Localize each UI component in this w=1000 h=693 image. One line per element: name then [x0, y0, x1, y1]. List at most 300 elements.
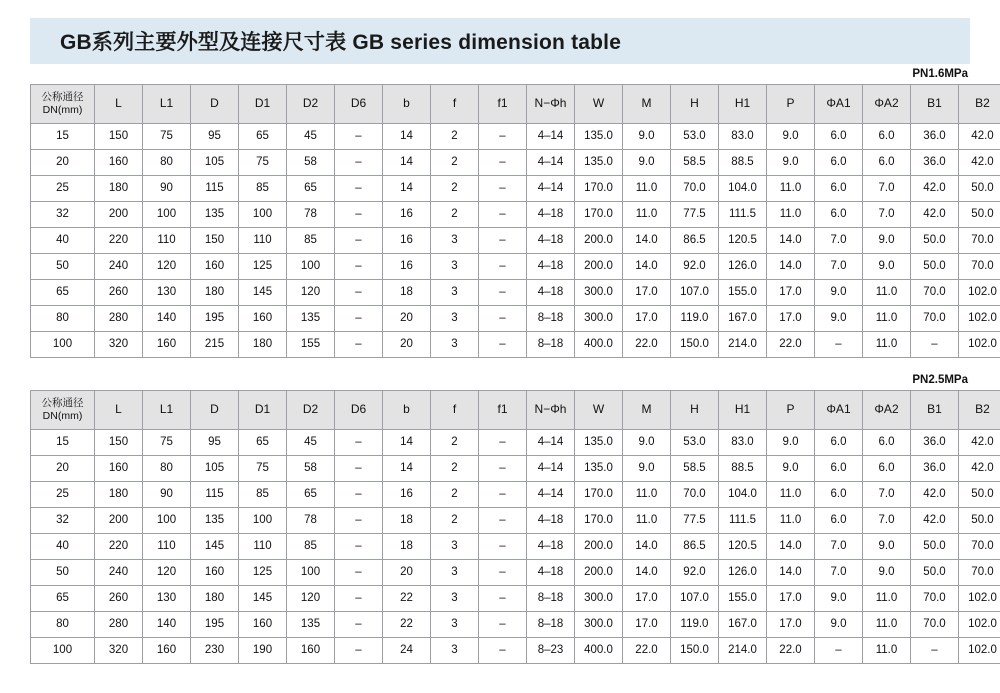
cell-dn: 50: [31, 560, 95, 586]
table-cell: 70.0: [671, 482, 719, 508]
table-cell: 2: [431, 482, 479, 508]
column-header: b: [383, 85, 431, 124]
table-cell: 130: [143, 586, 191, 612]
table-cell: 42.0: [911, 482, 959, 508]
table-cell: 58: [287, 456, 335, 482]
table-cell: 170.0: [575, 482, 623, 508]
table-cell: 11.0: [623, 508, 671, 534]
table-cell: 9.0: [863, 560, 911, 586]
table-cell: 102.0: [959, 280, 1000, 306]
table-cell: –: [479, 176, 527, 202]
table-cell: 17.0: [623, 586, 671, 612]
table-cell: 17.0: [623, 280, 671, 306]
table-cell: 180: [191, 586, 239, 612]
cell-dn: 20: [31, 456, 95, 482]
table-cell: 220: [95, 228, 143, 254]
table-cell: 75: [239, 150, 287, 176]
column-header: b: [383, 391, 431, 430]
table-cell: 14: [383, 124, 431, 150]
table-cell: 125: [239, 254, 287, 280]
table-cell: 6.0: [815, 456, 863, 482]
table-cell: 17.0: [623, 306, 671, 332]
table-cell: –: [479, 456, 527, 482]
table-cell: 160: [239, 306, 287, 332]
column-header: P: [767, 85, 815, 124]
table-cell: 120: [143, 560, 191, 586]
table-cell: 104.0: [719, 176, 767, 202]
table-cell: 160: [95, 150, 143, 176]
table-cell: 135.0: [575, 430, 623, 456]
table-cell: 11.0: [767, 176, 815, 202]
column-header: N−Φh: [527, 391, 575, 430]
table-cell: 7.0: [815, 254, 863, 280]
table-cell: 100: [143, 508, 191, 534]
column-header-dn-line2: DN(mm): [31, 104, 94, 117]
table-cell: 200.0: [575, 254, 623, 280]
table-cell: 8–18: [527, 612, 575, 638]
table-cell: 320: [95, 638, 143, 664]
table-cell: 17.0: [767, 306, 815, 332]
table-cell: 14: [383, 456, 431, 482]
cell-dn: 15: [31, 124, 95, 150]
column-header: N−Φh: [527, 85, 575, 124]
table-cell: 4–14: [527, 124, 575, 150]
table-cell: 42.0: [959, 150, 1000, 176]
table-cell: 9.0: [815, 306, 863, 332]
table-cell: 4–18: [527, 534, 575, 560]
table-cell: 53.0: [671, 124, 719, 150]
table-cell: 9.0: [767, 456, 815, 482]
table-cell: –: [335, 150, 383, 176]
table-cell: 100: [239, 508, 287, 534]
table-cell: 22.0: [767, 638, 815, 664]
table-cell: 58: [287, 150, 335, 176]
table-cell: 50.0: [911, 534, 959, 560]
table-cell: 14: [383, 150, 431, 176]
table-cell: 180: [95, 482, 143, 508]
table-cell: 107.0: [671, 586, 719, 612]
table-cell: 17.0: [623, 612, 671, 638]
cell-dn: 100: [31, 332, 95, 358]
table-cell: 126.0: [719, 560, 767, 586]
table-cell: –: [335, 508, 383, 534]
table-cell: 150: [191, 228, 239, 254]
cell-dn: 32: [31, 508, 95, 534]
table-cell: 14.0: [623, 534, 671, 560]
table-row: [31, 482, 1000, 508]
table-cell: 11.0: [863, 612, 911, 638]
table-cell: 3: [431, 560, 479, 586]
table-cell: –: [335, 124, 383, 150]
table-cell: –: [335, 534, 383, 560]
table-cell: 100: [143, 202, 191, 228]
table-cell: 45: [287, 124, 335, 150]
table-cell: 9.0: [863, 534, 911, 560]
table-cell: 7.0: [863, 482, 911, 508]
table-cell: 3: [431, 534, 479, 560]
table-cell: 50.0: [911, 228, 959, 254]
table-cell: –: [479, 124, 527, 150]
column-header: D: [191, 85, 239, 124]
column-header: D6: [335, 391, 383, 430]
table-cell: 167.0: [719, 306, 767, 332]
table-cell: 42.0: [959, 124, 1000, 150]
table-cell: 11.0: [767, 202, 815, 228]
table-cell: 70.0: [911, 280, 959, 306]
table-cell: 7.0: [863, 176, 911, 202]
table-cell: –: [335, 254, 383, 280]
table-cell: –: [479, 612, 527, 638]
table-cell: 145: [239, 280, 287, 306]
table-cell: 42.0: [959, 456, 1000, 482]
cell-dn: 65: [31, 280, 95, 306]
table-cell: 11.0: [863, 332, 911, 358]
table-cell: 320: [95, 332, 143, 358]
column-header: B2: [959, 85, 1000, 124]
column-header: H1: [719, 85, 767, 124]
table-cell: 100: [239, 202, 287, 228]
column-header: H1: [719, 391, 767, 430]
column-header: B1: [911, 391, 959, 430]
table-cell: 4–18: [527, 254, 575, 280]
table-cell: 22.0: [623, 332, 671, 358]
column-header: P: [767, 391, 815, 430]
table-cell: 7.0: [863, 202, 911, 228]
table-cell: –: [815, 332, 863, 358]
column-header: D6: [335, 85, 383, 124]
table-cell: 42.0: [911, 176, 959, 202]
table-cell: 20: [383, 332, 431, 358]
table-cell: 8–23: [527, 638, 575, 664]
table-cell: 18: [383, 280, 431, 306]
table-cell: 135.0: [575, 456, 623, 482]
column-header: W: [575, 85, 623, 124]
table-cell: 2: [431, 150, 479, 176]
table-cell: 9.0: [863, 228, 911, 254]
dimension-table-pn25: [30, 390, 1000, 664]
table-cell: 16: [383, 228, 431, 254]
table-cell: 3: [431, 228, 479, 254]
table-cell: 6.0: [863, 124, 911, 150]
table-cell: 2: [431, 430, 479, 456]
table-cell: 4–18: [527, 202, 575, 228]
table-cell: 65: [287, 176, 335, 202]
table-cell: –: [479, 482, 527, 508]
table-cell: 260: [95, 586, 143, 612]
column-header: ΦA1: [815, 85, 863, 124]
column-header: ΦA2: [863, 391, 911, 430]
table-cell: 240: [95, 254, 143, 280]
document-page: [0, 18, 1000, 693]
table-cell: 155.0: [719, 586, 767, 612]
table-cell: 8–18: [527, 306, 575, 332]
table-cell: 2: [431, 508, 479, 534]
cell-dn: 50: [31, 254, 95, 280]
column-header: D1: [239, 391, 287, 430]
table-cell: 215: [191, 332, 239, 358]
table-cell: 400.0: [575, 638, 623, 664]
table-cell: 50.0: [959, 202, 1000, 228]
table-cell: 17.0: [767, 280, 815, 306]
cell-dn: 25: [31, 482, 95, 508]
table-cell: 3: [431, 586, 479, 612]
table-cell: 14: [383, 176, 431, 202]
table-cell: 170.0: [575, 202, 623, 228]
table-row: [31, 228, 1000, 254]
table-cell: 70.0: [959, 534, 1000, 560]
table-cell: –: [335, 202, 383, 228]
table-cell: 9.0: [815, 280, 863, 306]
table-cell: 75: [143, 124, 191, 150]
table-cell: 11.0: [863, 638, 911, 664]
cell-dn: 25: [31, 176, 95, 202]
table-cell: –: [335, 560, 383, 586]
table-cell: 135: [191, 508, 239, 534]
table-cell: 110: [143, 228, 191, 254]
table-cell: 3: [431, 332, 479, 358]
table-cell: 8–18: [527, 586, 575, 612]
table-cell: 214.0: [719, 638, 767, 664]
table-cell: 125: [239, 560, 287, 586]
table-cell: 20: [383, 560, 431, 586]
table-row: [31, 124, 1000, 150]
table-cell: 230: [191, 638, 239, 664]
table-cell: 7.0: [863, 508, 911, 534]
table-cell: 50.0: [959, 508, 1000, 534]
table-cell: 170.0: [575, 176, 623, 202]
table-cell: 70.0: [959, 560, 1000, 586]
table-cell: 4–18: [527, 280, 575, 306]
table-cell: 14.0: [623, 254, 671, 280]
table-cell: 11.0: [767, 508, 815, 534]
table-cell: 9.0: [623, 430, 671, 456]
table-cell: 160: [143, 638, 191, 664]
table-cell: 77.5: [671, 508, 719, 534]
table-cell: 8–18: [527, 332, 575, 358]
table-cell: 22: [383, 612, 431, 638]
table-row: [31, 306, 1000, 332]
table-cell: 7.0: [815, 534, 863, 560]
table-cell: 14: [383, 430, 431, 456]
table-cell: 6.0: [815, 482, 863, 508]
table-cell: 80: [143, 456, 191, 482]
table-cell: 2: [431, 456, 479, 482]
table-cell: –: [479, 280, 527, 306]
table-cell: –: [479, 586, 527, 612]
table-cell: –: [335, 638, 383, 664]
table-cell: 110: [143, 534, 191, 560]
table-cell: 6.0: [815, 150, 863, 176]
table-cell: 11.0: [863, 306, 911, 332]
table-cell: 102.0: [959, 586, 1000, 612]
table-row: [31, 254, 1000, 280]
table-cell: 200.0: [575, 534, 623, 560]
table-cell: 78: [287, 508, 335, 534]
table-row: [31, 612, 1000, 638]
table-cell: –: [911, 332, 959, 358]
table-cell: 105: [191, 150, 239, 176]
table-row: [31, 534, 1000, 560]
table-cell: 86.5: [671, 228, 719, 254]
table-cell: 36.0: [911, 124, 959, 150]
table-cell: 17.0: [767, 586, 815, 612]
table-cell: 9.0: [623, 124, 671, 150]
table-cell: 155.0: [719, 280, 767, 306]
table-cell: 9.0: [767, 124, 815, 150]
table-cell: 36.0: [911, 430, 959, 456]
table-cell: 140: [143, 306, 191, 332]
table-cell: 86.5: [671, 534, 719, 560]
table-cell: 2: [431, 124, 479, 150]
table-cell: 70.0: [911, 586, 959, 612]
table-cell: 3: [431, 306, 479, 332]
table-cell: 135: [191, 202, 239, 228]
table-row: [31, 508, 1000, 534]
table-cell: –: [335, 228, 383, 254]
table-cell: 9.0: [623, 150, 671, 176]
table-cell: 14.0: [767, 560, 815, 586]
table-cell: 3: [431, 638, 479, 664]
table-cell: 110: [239, 534, 287, 560]
table-cell: –: [335, 612, 383, 638]
table-cell: –: [335, 176, 383, 202]
table-cell: 170.0: [575, 508, 623, 534]
table-cell: 160: [191, 560, 239, 586]
column-header: ΦA1: [815, 391, 863, 430]
table-cell: 7.0: [815, 228, 863, 254]
table-cell: 300.0: [575, 586, 623, 612]
table-cell: 16: [383, 202, 431, 228]
column-header: D1: [239, 85, 287, 124]
column-header: H: [671, 391, 719, 430]
table-row: [31, 638, 1000, 664]
dimension-table-pn16: [30, 84, 1000, 358]
table-cell: 195: [191, 306, 239, 332]
table-cell: 115: [191, 176, 239, 202]
cell-dn: 40: [31, 534, 95, 560]
table-cell: 14.0: [623, 560, 671, 586]
column-header-dn-line1: 公称通径: [31, 91, 94, 104]
table-cell: 6.0: [815, 176, 863, 202]
table-cell: –: [479, 228, 527, 254]
table-cell: –: [479, 430, 527, 456]
table-cell: 195: [191, 612, 239, 638]
table-cell: 3: [431, 612, 479, 638]
table-cell: 102.0: [959, 638, 1000, 664]
column-header: H: [671, 85, 719, 124]
table-cell: 11.0: [863, 280, 911, 306]
table-cell: 4–14: [527, 430, 575, 456]
table-cell: 11.0: [767, 482, 815, 508]
table-cell: –: [479, 638, 527, 664]
table-cell: 160: [287, 638, 335, 664]
table-cell: 4–14: [527, 150, 575, 176]
table-cell: 6.0: [863, 430, 911, 456]
table-cell: 14.0: [767, 534, 815, 560]
table-cell: 9.0: [815, 586, 863, 612]
table-cell: 53.0: [671, 430, 719, 456]
table-cell: 4–18: [527, 560, 575, 586]
table-row: [31, 332, 1000, 358]
table-cell: –: [479, 332, 527, 358]
table-cell: 220: [95, 534, 143, 560]
table-cell: 20: [383, 306, 431, 332]
table-row: [31, 176, 1000, 202]
table-cell: 160: [95, 456, 143, 482]
table-cell: 9.0: [767, 430, 815, 456]
column-header: L1: [143, 85, 191, 124]
column-header: L1: [143, 391, 191, 430]
table-cell: 6.0: [863, 150, 911, 176]
table-cell: 126.0: [719, 254, 767, 280]
table-header-row: [31, 85, 1000, 124]
table-cell: 110: [239, 228, 287, 254]
table-cell: 140: [143, 612, 191, 638]
table-cell: 85: [239, 482, 287, 508]
column-header-dn: [31, 85, 95, 124]
column-header: f1: [479, 85, 527, 124]
table-cell: 4–14: [527, 456, 575, 482]
page-title-bar: [30, 18, 970, 64]
table-cell: 180: [191, 280, 239, 306]
table-cell: 70.0: [911, 306, 959, 332]
cell-dn: 80: [31, 306, 95, 332]
table-cell: 145: [239, 586, 287, 612]
table-cell: –: [911, 638, 959, 664]
table-cell: 50.0: [911, 560, 959, 586]
cell-dn: 80: [31, 612, 95, 638]
table-cell: 120.5: [719, 534, 767, 560]
table-cell: 300.0: [575, 280, 623, 306]
table-cell: 107.0: [671, 280, 719, 306]
table-cell: 11.0: [863, 586, 911, 612]
table-cell: 22: [383, 586, 431, 612]
table-cell: 7.0: [815, 560, 863, 586]
table-cell: –: [479, 508, 527, 534]
table-cell: 167.0: [719, 612, 767, 638]
table-cell: 260: [95, 280, 143, 306]
table-cell: 3: [431, 254, 479, 280]
table-cell: 200.0: [575, 228, 623, 254]
table-cell: 65: [239, 430, 287, 456]
table-cell: 85: [287, 534, 335, 560]
table-cell: 120: [287, 586, 335, 612]
table-cell: 120.5: [719, 228, 767, 254]
table-cell: 11.0: [623, 176, 671, 202]
column-header: M: [623, 391, 671, 430]
cell-dn: 100: [31, 638, 95, 664]
page-title: GB系列主要外型及连接尺寸表 GB series dimension table: [60, 26, 621, 56]
table-cell: 16: [383, 482, 431, 508]
table-row: [31, 586, 1000, 612]
table-cell: 70.0: [959, 228, 1000, 254]
table-cell: 300.0: [575, 306, 623, 332]
table-cell: 280: [95, 306, 143, 332]
table-cell: 50.0: [959, 176, 1000, 202]
table-cell: 130: [143, 280, 191, 306]
table-cell: 90: [143, 176, 191, 202]
table-cell: 88.5: [719, 456, 767, 482]
table-cell: 11.0: [623, 202, 671, 228]
table-cell: 85: [239, 176, 287, 202]
column-header-dn-line1: 公称通径: [31, 397, 94, 410]
table-cell: –: [335, 586, 383, 612]
column-header: ΦA2: [863, 85, 911, 124]
column-header: D: [191, 391, 239, 430]
pressure-label-pn16: PN1.6MPa: [30, 64, 970, 84]
cell-dn: 65: [31, 586, 95, 612]
table-cell: 111.5: [719, 508, 767, 534]
